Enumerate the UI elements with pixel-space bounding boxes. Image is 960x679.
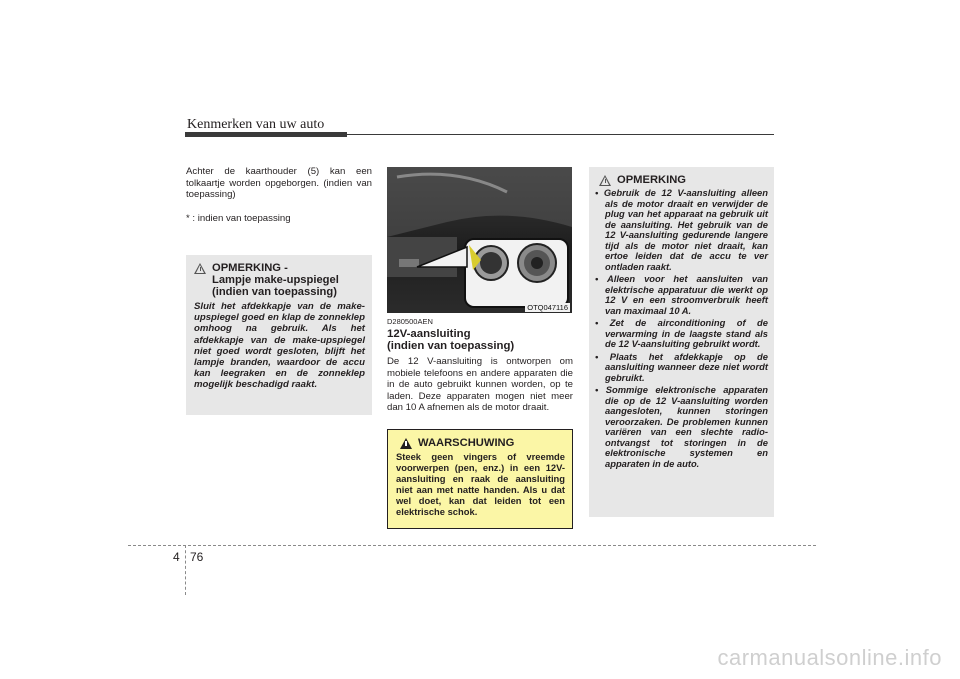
note-body: Sluit het afdekkapje van de make-upspiegel goed en klap de zonneklep omhoog na gebruik. Als het afdekkapje van de make-upspiegel niet goed wordt gesloten, blijft het lampje branden, waardoor de accu kan leegraken en de zonneklep mogelijk beschadigd raakt.	[194, 301, 365, 391]
note-subtitle: Lampje make-upspiegel	[212, 274, 339, 286]
note-title: OPMERKING	[617, 174, 686, 186]
footer-divider	[185, 545, 186, 595]
footer-rule	[128, 545, 816, 546]
photo-caption: OTQ047116	[527, 303, 568, 312]
page-header-title: Kenmerken van uw auto	[187, 117, 325, 132]
socket-photo	[387, 167, 572, 313]
chapter-number: 4	[173, 550, 180, 564]
left-paragraph: Achter de kaarthouder (5) kan een tolkaartje worden opgeborgen. (indien van toepassing)	[186, 166, 372, 201]
header-rule	[347, 134, 774, 135]
list-item: • Plaats het afdekkapje op de aansluiting wanneer deze niet wordt gebruikt.	[595, 352, 768, 384]
warning-icon	[400, 438, 412, 449]
note-subtitle-condition: (indien van toepassing)	[212, 286, 337, 298]
caution-icon	[599, 175, 611, 186]
section-heading-title: 12V-aansluiting	[387, 328, 471, 340]
makeup-mirror-note	[186, 255, 372, 415]
section-heading	[387, 328, 514, 352]
footnote: * : indien van toepassing	[186, 213, 291, 224]
list-item: • Zet de airconditioning of de verwarming in de laagste stand als de 12 V-aansluiting gebruikt wordt.	[595, 318, 768, 350]
warning-title: WAARSCHUWING	[418, 437, 515, 449]
list-item: • Gebruik de 12 V-aansluiting alleen als de motor draait en verwijder de plug van het apparaat na gebruik uit de aansluiting. Het gebruik van de 12 V-aansluiting gedurende langere tijd als de motor niet draait, kan ertoe leiden dat de accu te ver ontladen raakt.	[595, 188, 768, 272]
socket-illustration	[387, 167, 572, 313]
list-item: • Alleen voor het aansluiten van elektrische apparatuur die werkt op 12 V en een stroomverbruik heeft van maximaal 10 A.	[595, 274, 768, 316]
section-heading-condition: (indien van toepassing)	[387, 340, 515, 352]
section-code: D280500AEN	[387, 317, 433, 326]
page-number: 76	[190, 550, 204, 564]
warning-body: Steek geen vingers of vreemde voorwerpen (pen, enz.) in een 12V-aansluiting en raak de aansluiting niet aan met natte handen. Als u dat wel doet, kan dat leiden tot een elektrische schok.	[396, 451, 565, 517]
caution-icon	[194, 263, 206, 274]
watermark: carmanualsonline.info	[717, 645, 942, 670]
middle-paragraph: De 12 V-aansluiting is ontworpen om mobiele telefoons en andere apparaten die in de auto gebruikt kunnen worden, op te laden. Deze apparaten mogen niet meer dan 10 A afnemen als de motor draait.	[387, 356, 573, 414]
list-item: • Sommige elektronische apparaten die op de 12 V-aansluiting worden aangesloten, kunnen storingen veroorzaken. De problemen kunnen variëren van een slechte radio-ontvangst tot storingen in de elektronische systemen en apparaten in de auto.	[595, 385, 768, 469]
note-title: OPMERKING -	[212, 262, 288, 274]
header-bar	[185, 132, 347, 137]
warning-box	[387, 429, 573, 529]
socket-usage-note	[589, 167, 774, 517]
note-list	[595, 188, 768, 469]
